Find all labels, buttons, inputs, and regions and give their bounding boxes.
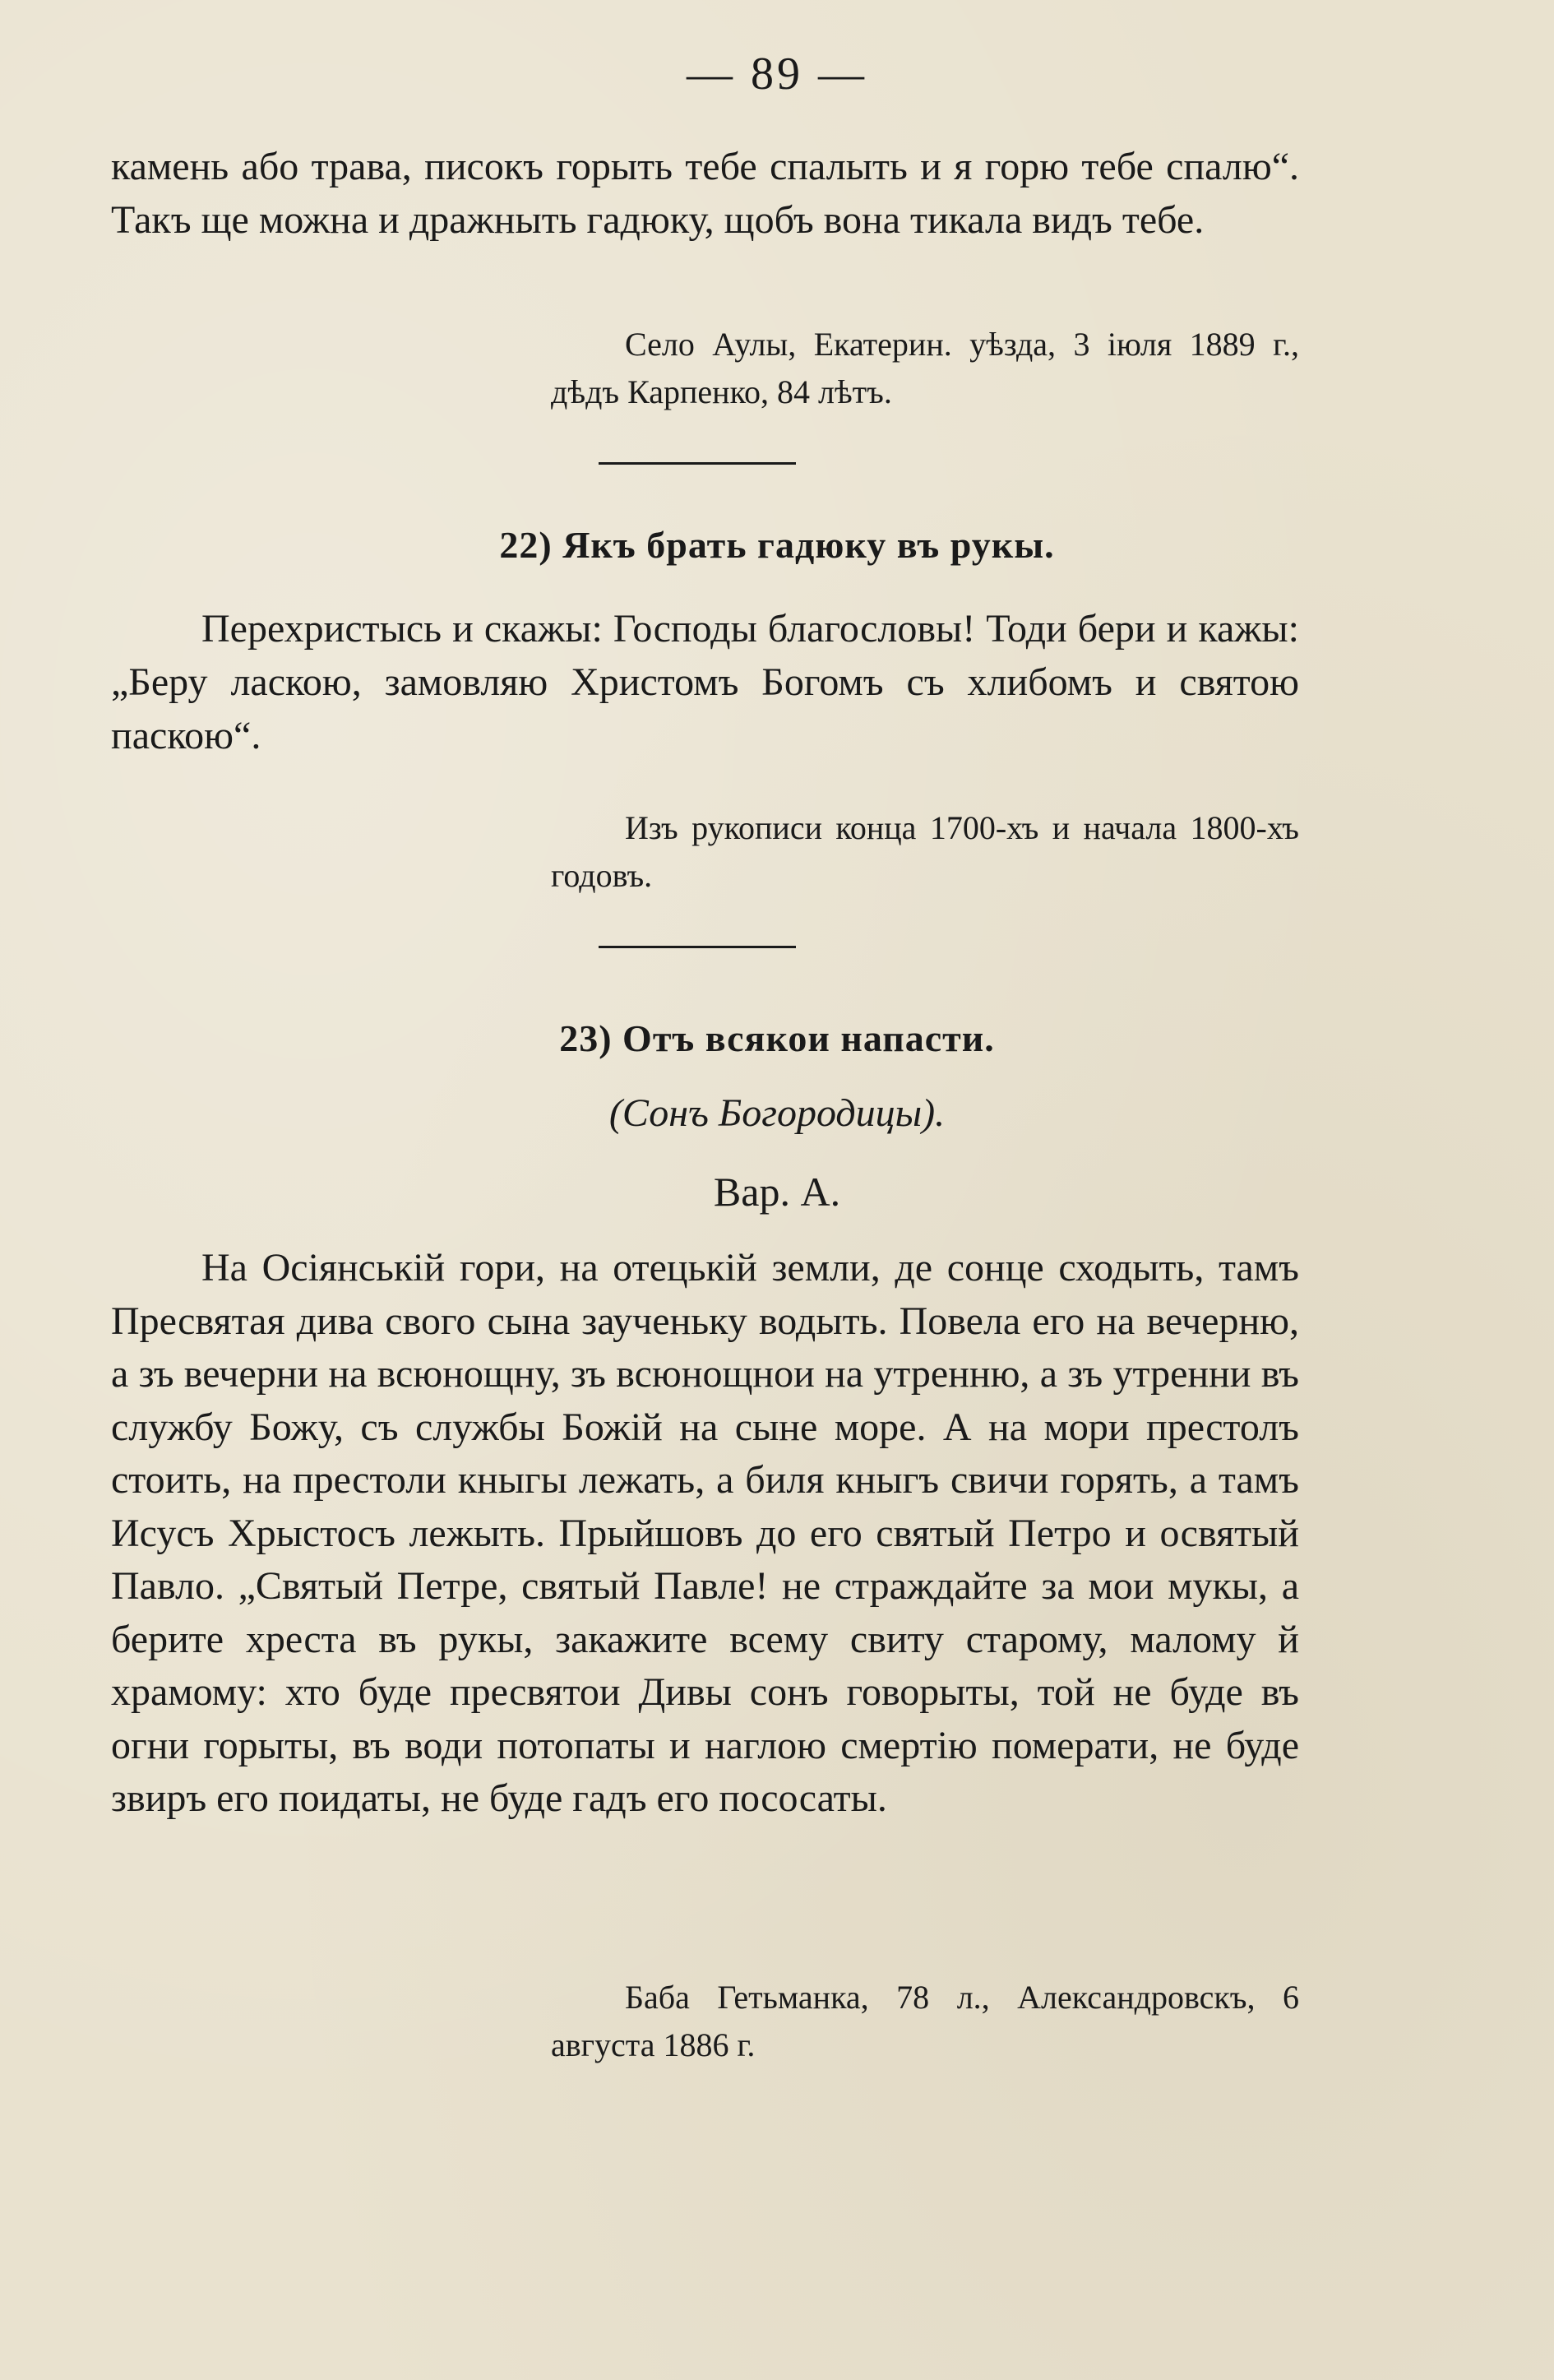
section-paragraph-23: На Осіянській гори, на отецькій земли, де сонце сходыть, тамъ Пресвятая дива свого сына заученьку водыть. Повела его на вечерню, а зъ вечерни на всюнощну, зъ всюнощнои на утренню, а зъ утренни въ службу Божу, съ службы Божій на сыне море. А на мори престолъ стоить, на престоли кныгы лежать, а биля кныгъ свичи горять, а тамъ Исусъ Хрыстосъ лежыть. Прыйшовъ до его святый Петро и освятый Павло. „Святый Петре, святый Павле! не страждайте за мои мукы, а берите хреста въ рукы, закажите всему свиту старому, малому й храмому: хто буде пресвятои Дивы сонъ говорыты, той не буде въ огни горыты, въ води потопаты и наглою смертію померати, не буде звиръ его поидаты, не буде гадъ его пососаты. <box>111 1246 1299 1820</box>
source-note-22: Изъ рукописи конца 1700-хъ и начала 1800-хъ годовъ. <box>551 809 1299 894</box>
intro-paragraph: камень або трава, писокъ горыть тебе спалыть и я горю тебе спалю“. Такъ ще можна и дражныть гадюку, щобъ вона тикала видъ тебе. <box>111 145 1299 242</box>
section-divider <box>599 462 796 465</box>
section-heading-23: 23) Отъ всякои напасти. <box>559 1017 995 1059</box>
section-paragraph-22: Перехристысь и скажы: Господы благословы! Тоди бери и кажы: „Беру ласкою, замовляю Христомъ Богомъ съ хлибомъ и святою паскою“. <box>111 607 1299 757</box>
section-subheading-23: (Сонъ Богородицы). <box>608 1091 946 1135</box>
section-divider <box>599 946 796 948</box>
source-note-1: Село Аулы, Екатерин. уѣзда, 3 іюля 1889 г., дѣдъ Карпенко, 84 лѣтъ. <box>551 326 1299 410</box>
section-heading-22: 22) Якъ брать гадюку въ рукы. <box>499 524 1055 566</box>
source-note-23: Баба Гетьманка, 78 л., Александровскъ, 6 августа 1886 г. <box>551 1979 1299 2063</box>
page-number: — 89 — <box>687 49 867 100</box>
variant-label: Вар. А. <box>713 1169 841 1215</box>
